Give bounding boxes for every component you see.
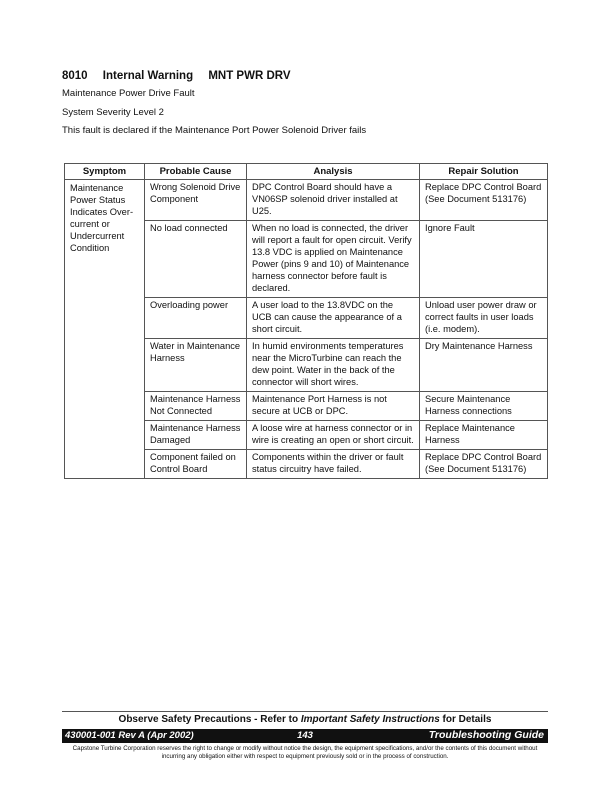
fault-short-name: MNT PWR DRV [208,70,291,82]
legal-disclaimer: Capstone Turbine Corporation reserves the right to change or modify without notice the design, the equipment specifications, and/or the contents of this document without incurring any obligation either with respect to equipment previously sold or in the process of construction. [72,745,538,760]
solution-cell: Ignore Fault [420,221,548,298]
fault-title: Internal Warning [102,70,194,82]
page-number: 143 [297,730,313,741]
analysis-cell: A loose wire at harness connector or in wire is creating an open or short circuit. [247,421,420,450]
safety-prefix: Observe Safety Precautions - Refer to [118,714,301,725]
footer-divider [62,711,548,712]
cause-cell: Component failed on Control Board [145,450,247,479]
table-header-row [65,164,548,180]
cause-cell: Maintenance Harness Damaged [145,421,247,450]
safety-notice [62,714,548,725]
analysis-cell: In humid environments temperatures near the MicroTurbine can reach the dew point. Water in the back of the connector will short wires. [247,339,420,392]
solution-cell: Secure Maintenance Harness connections [420,392,548,421]
analysis-cell: Components within the driver or fault status circuitry have failed. [247,450,420,479]
safety-suffix: for Details [439,714,492,725]
severity-level: System Severity Level 2 [62,107,164,118]
cause-cell: Maintenance Harness Not Connected [145,392,247,421]
troubleshooting-table [64,163,548,479]
analysis-cell: DPC Control Board should have a VN06SP solenoid driver installed at U25. [247,180,420,221]
analysis-cell: When no load is connected, the driver will report a fault for open circuit. Verify 13.8 VDC is applied on Maintenance Power (pins 9 and 10) of Maintenance harness connector before fault is declared. [247,221,420,298]
solution-cell: Replace Maintenance Harness [420,421,548,450]
cause-cell: Overloading power [145,298,247,339]
cause-cell: Wrong Solenoid Drive Component [145,180,247,221]
page-heading [62,70,291,82]
header-symptom: Symptom [65,164,145,180]
safety-instructions-reference: Important Safety Instructions [300,714,440,725]
fault-description: This fault is declared if the Maintenance Port Power Solenoid Driver fails [62,125,367,136]
table-row [65,180,548,221]
header-probable-cause: Probable Cause [145,164,247,180]
solution-cell: Unload user power draw or correct faults in user loads (i.e. modem). [420,298,548,339]
cause-cell: No load connected [145,221,247,298]
header-analysis: Analysis [247,164,420,180]
fault-code: 8010 [62,70,88,82]
cause-cell: Water in Maintenance Harness [145,339,247,392]
fault-subtitle: Maintenance Power Drive Fault [62,88,195,99]
footer-bar [62,729,548,743]
header-repair-solution: Repair Solution [420,164,548,180]
symptom-cell: Maintenance Power Status Indicates Over-current or Undercurrent Condition [65,180,145,479]
solution-cell: Replace DPC Control Board (See Document 513176) [420,450,548,479]
analysis-cell: A user load to the 13.8VDC on the UCB can cause the appearance of a short circuit. [247,298,420,339]
solution-cell: Dry Maintenance Harness [420,339,548,392]
analysis-cell: Maintenance Port Harness is not secure at UCB or DPC. [247,392,420,421]
document-number: 430001-001 Rev A (Apr 2002) [65,730,194,741]
solution-cell: Replace DPC Control Board (See Document 513176) [420,180,548,221]
guide-title: Troubleshooting Guide [428,729,544,741]
